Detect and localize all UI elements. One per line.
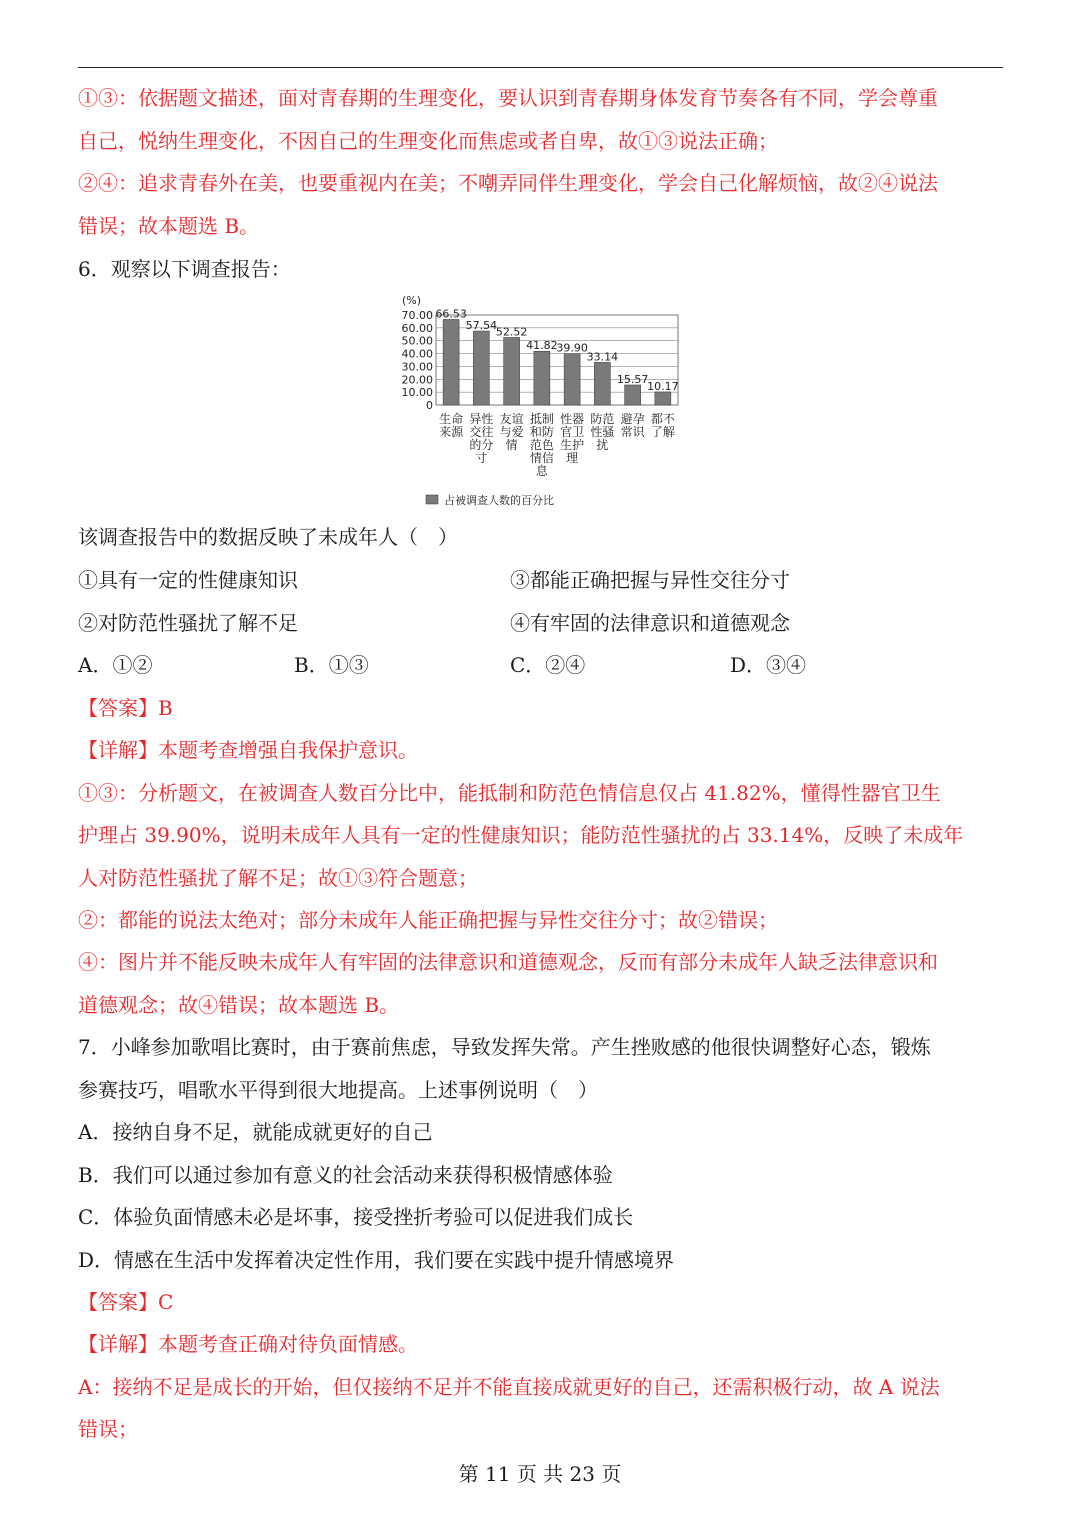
question-6-prompt: 该调查报告中的数据反映了未成年人（ ） — [78, 525, 458, 549]
x-category-label: 防范 — [590, 412, 615, 426]
bar — [534, 351, 550, 405]
detail-label: 【详解】本题考查正确对待负面情感。 — [78, 1332, 418, 1356]
x-category-label: 扰 — [596, 438, 609, 452]
x-category-label: 情 — [505, 438, 518, 452]
bar — [564, 354, 580, 405]
analysis-line: ②：都能的说法太绝对；部分未成年人能正确把握与异性交往分寸；故②错误； — [78, 908, 778, 932]
page-footer: 第 11 页 共 23 页 — [458, 1462, 622, 1486]
analysis-line: 护理占 39.90%，说明未成年人具有一定的性健康知识；能防范性骚扰的占 33.14%，反映了未成年 — [78, 823, 964, 847]
analysis-line: 错误； — [78, 1417, 138, 1441]
bar-value-label: 15.57 — [616, 372, 649, 386]
x-category-label: 异性 — [469, 412, 494, 426]
y-tick-label: 70.00 — [401, 309, 433, 322]
statement-1: ①具有一定的性健康知识 — [78, 568, 298, 592]
x-category-label: 性骚 — [590, 425, 615, 439]
bar-value-label: 10.17 — [647, 379, 679, 393]
bar-value-label: 41.82 — [526, 339, 558, 353]
bar — [625, 385, 641, 405]
x-category-label: 息 — [535, 464, 548, 478]
x-category-label: 交往 — [469, 425, 494, 439]
x-category-label: 和防 — [529, 425, 554, 439]
x-category-label: 来源 — [439, 425, 464, 439]
option-a: A．接纳自身不足，就能成就更好的自己 — [78, 1120, 433, 1144]
y-tick-label: 60.00 — [401, 321, 433, 335]
y-tick-label: 0 — [426, 399, 433, 412]
x-category-label: 抵制 — [529, 412, 554, 426]
choice-d: D．③④ — [730, 653, 807, 677]
x-category-label: 与爱 — [499, 425, 524, 439]
question-6-stem: 6．观察以下调查报告： — [78, 257, 291, 281]
legend-label: 占被调查人数的百分比 — [444, 494, 554, 507]
y-tick-label: 20.00 — [401, 373, 433, 387]
x-category-label: 避孕 — [620, 412, 645, 426]
bar-value-label: 57.54 — [465, 319, 498, 333]
detail-label: 【详解】本题考查增强自我保护意识。 — [78, 738, 418, 762]
header-rule — [78, 67, 1003, 68]
y-tick-label: 40.00 — [401, 347, 433, 361]
survey-bar-chart — [398, 290, 698, 515]
statement-2: ②对防范性骚扰了解不足 — [78, 611, 298, 635]
x-category-label: 生命 — [439, 412, 464, 426]
bar-value-label: 52.52 — [495, 325, 528, 339]
statement-3: ③都能正确把握与异性交往分寸 — [510, 568, 790, 592]
option-d: D．情感在生活中发挥着决定性作用，我们要在实践中提升情感境界 — [78, 1248, 675, 1272]
analysis-line: 人对防范性骚扰了解不足；故①③符合题意； — [78, 866, 478, 890]
bar — [473, 331, 489, 405]
analysis-line: ②④：追求青春外在美，也要重视内在美；不嘲弄同伴生理变化，学会自己化解烦恼，故②④说法 — [78, 171, 938, 195]
x-category-label: 性器 — [560, 412, 585, 426]
analysis-line: ①③：分析题文，在被调查人数百分比中，能抵制和防范色情信息仅占 41.82%，懂得性器官卫生 — [78, 781, 941, 805]
choice-a: A．①② — [78, 653, 153, 677]
y-tick-label: 10.00 — [401, 386, 433, 400]
answer-label: 【答案】B — [78, 696, 173, 720]
analysis-line: A：接纳不足是成长的开始，但仅接纳不足并不能直接成就更好的自己，还需积极行动，故 A 说法 — [78, 1375, 940, 1399]
analysis-line: ①③：依据题文描述，面对青春期的生理变化，要认识到青春期身体发育节奏各有不同，学会尊重 — [78, 86, 938, 110]
analysis-line: 错误；故本题选 B。 — [78, 214, 260, 238]
x-category-label: 常识 — [620, 425, 645, 439]
question-7-stem: 7．小峰参加歌唱比赛时，由于赛前焦虑，导致发挥失常。产生挫败感的他很快调整好心态，锻炼 — [78, 1035, 931, 1059]
question-7-stem: 参赛技巧，唱歌水平得到很大地提高。上述事例说明（ ） — [78, 1078, 598, 1102]
bar-value-label: 66.53 — [435, 307, 467, 321]
x-category-label: 都不 — [650, 412, 675, 426]
bar — [594, 362, 610, 405]
option-c: C．体验负面情感未必是坏事，接受挫折考验可以促进我们成长 — [78, 1205, 634, 1229]
y-tick-label: 30.00 — [401, 360, 433, 374]
x-category-label: 理 — [566, 451, 579, 465]
bar-value-label: 39.90 — [556, 341, 588, 355]
analysis-line: ④：图片并不能反映未成年人有牢固的法律意识和道德观念，反而有部分未成年人缺乏法律意识和 — [78, 950, 938, 974]
x-category-label: 友谊 — [499, 412, 524, 426]
x-category-label: 了解 — [650, 425, 675, 439]
x-category-label: 的分 — [469, 438, 494, 452]
legend-swatch — [426, 495, 438, 504]
statement-4: ④有牢固的法律意识和道德观念 — [510, 611, 790, 635]
x-category-label: 官卫 — [560, 425, 585, 439]
bar — [655, 392, 671, 405]
choice-c: C．②④ — [510, 653, 586, 677]
bar — [504, 337, 520, 405]
y-unit-label: (%) — [402, 294, 422, 307]
bar-value-label: 33.14 — [586, 350, 619, 364]
x-category-label: 情信 — [529, 451, 554, 465]
answer-label: 【答案】C — [78, 1290, 174, 1314]
option-b: B．我们可以通过参加有意义的社会活动来获得积极情感体验 — [78, 1163, 613, 1187]
x-category-label: 范色 — [529, 438, 554, 452]
x-category-label: 寸 — [475, 451, 488, 465]
y-tick-label: 50.00 — [401, 334, 433, 348]
bar — [443, 319, 459, 405]
analysis-line: 道德观念；故④错误；故本题选 B。 — [78, 993, 400, 1017]
choice-b: B．①③ — [294, 653, 369, 677]
analysis-line: 自己，悦纳生理变化，不因自己的生理变化而焦虑或者自卑，故①③说法正确； — [78, 129, 778, 153]
x-category-label: 生护 — [560, 438, 585, 452]
